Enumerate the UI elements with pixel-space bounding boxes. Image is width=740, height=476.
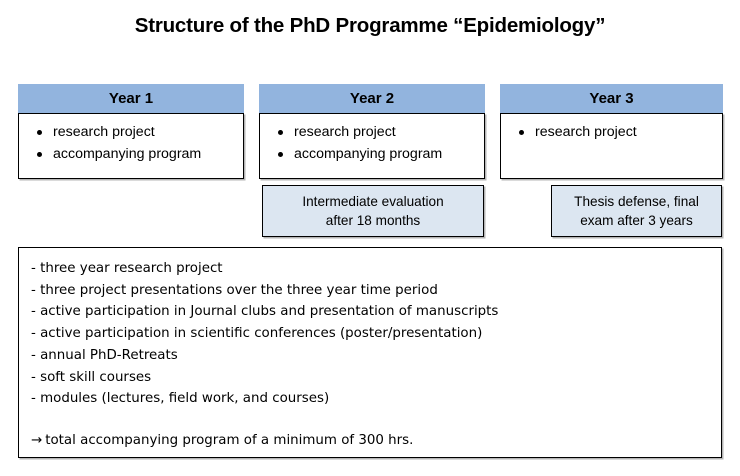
list-item: - three year research project	[31, 261, 223, 276]
year-1-list	[19, 121, 243, 165]
year-3-header: Year 3	[500, 84, 723, 113]
milestone-thesis-defense	[551, 185, 722, 237]
year-2-header: Year 2	[259, 84, 485, 113]
list-item: research project	[53, 121, 237, 143]
milestone-line-1: Intermediate evaluation	[302, 194, 444, 209]
list-item: accompanying program	[294, 143, 478, 165]
milestone-line-2: after 18 months	[325, 213, 421, 228]
list-item: accompanying program	[53, 143, 237, 165]
requirements-panel	[18, 247, 722, 458]
year-column-2	[259, 84, 485, 179]
list-item: - annual PhD-Retreats	[31, 347, 178, 363]
year-2-body	[259, 113, 485, 179]
requirements-list	[31, 258, 721, 410]
year-1-header: Year 1	[18, 84, 244, 113]
list-item: - soft skill courses	[31, 369, 152, 385]
requirements-summary	[31, 430, 721, 452]
year-1-body	[18, 113, 244, 179]
list-item: - three project presentations over the three year time period	[31, 282, 438, 298]
year-column-1	[18, 84, 244, 179]
milestone-intermediate-evaluation	[262, 185, 484, 237]
list-item: research project	[294, 121, 478, 143]
year-3-list	[501, 121, 722, 143]
list-item: - active participation in scientific conferences (poster/presentation)	[31, 326, 483, 342]
list-item: - modules (lectures, field work, and courses)	[31, 391, 330, 407]
milestone-line-1: Thesis defense, final	[574, 194, 699, 209]
year-2-list	[260, 121, 484, 165]
list-item: - active participation in Journal clubs and presentation of manuscripts	[31, 304, 499, 320]
requirements-summary-text: total accompanying program of a minimum of 300 hrs.	[45, 432, 414, 448]
year-column-3	[500, 84, 723, 179]
year-3-body	[500, 113, 723, 179]
list-item: research project	[535, 121, 716, 143]
milestone-line-2: exam after 3 years	[580, 213, 693, 228]
page-title: Structure of the PhD Programme “Epidemiology”	[134, 14, 606, 37]
right-arrow-icon: →	[31, 432, 43, 448]
